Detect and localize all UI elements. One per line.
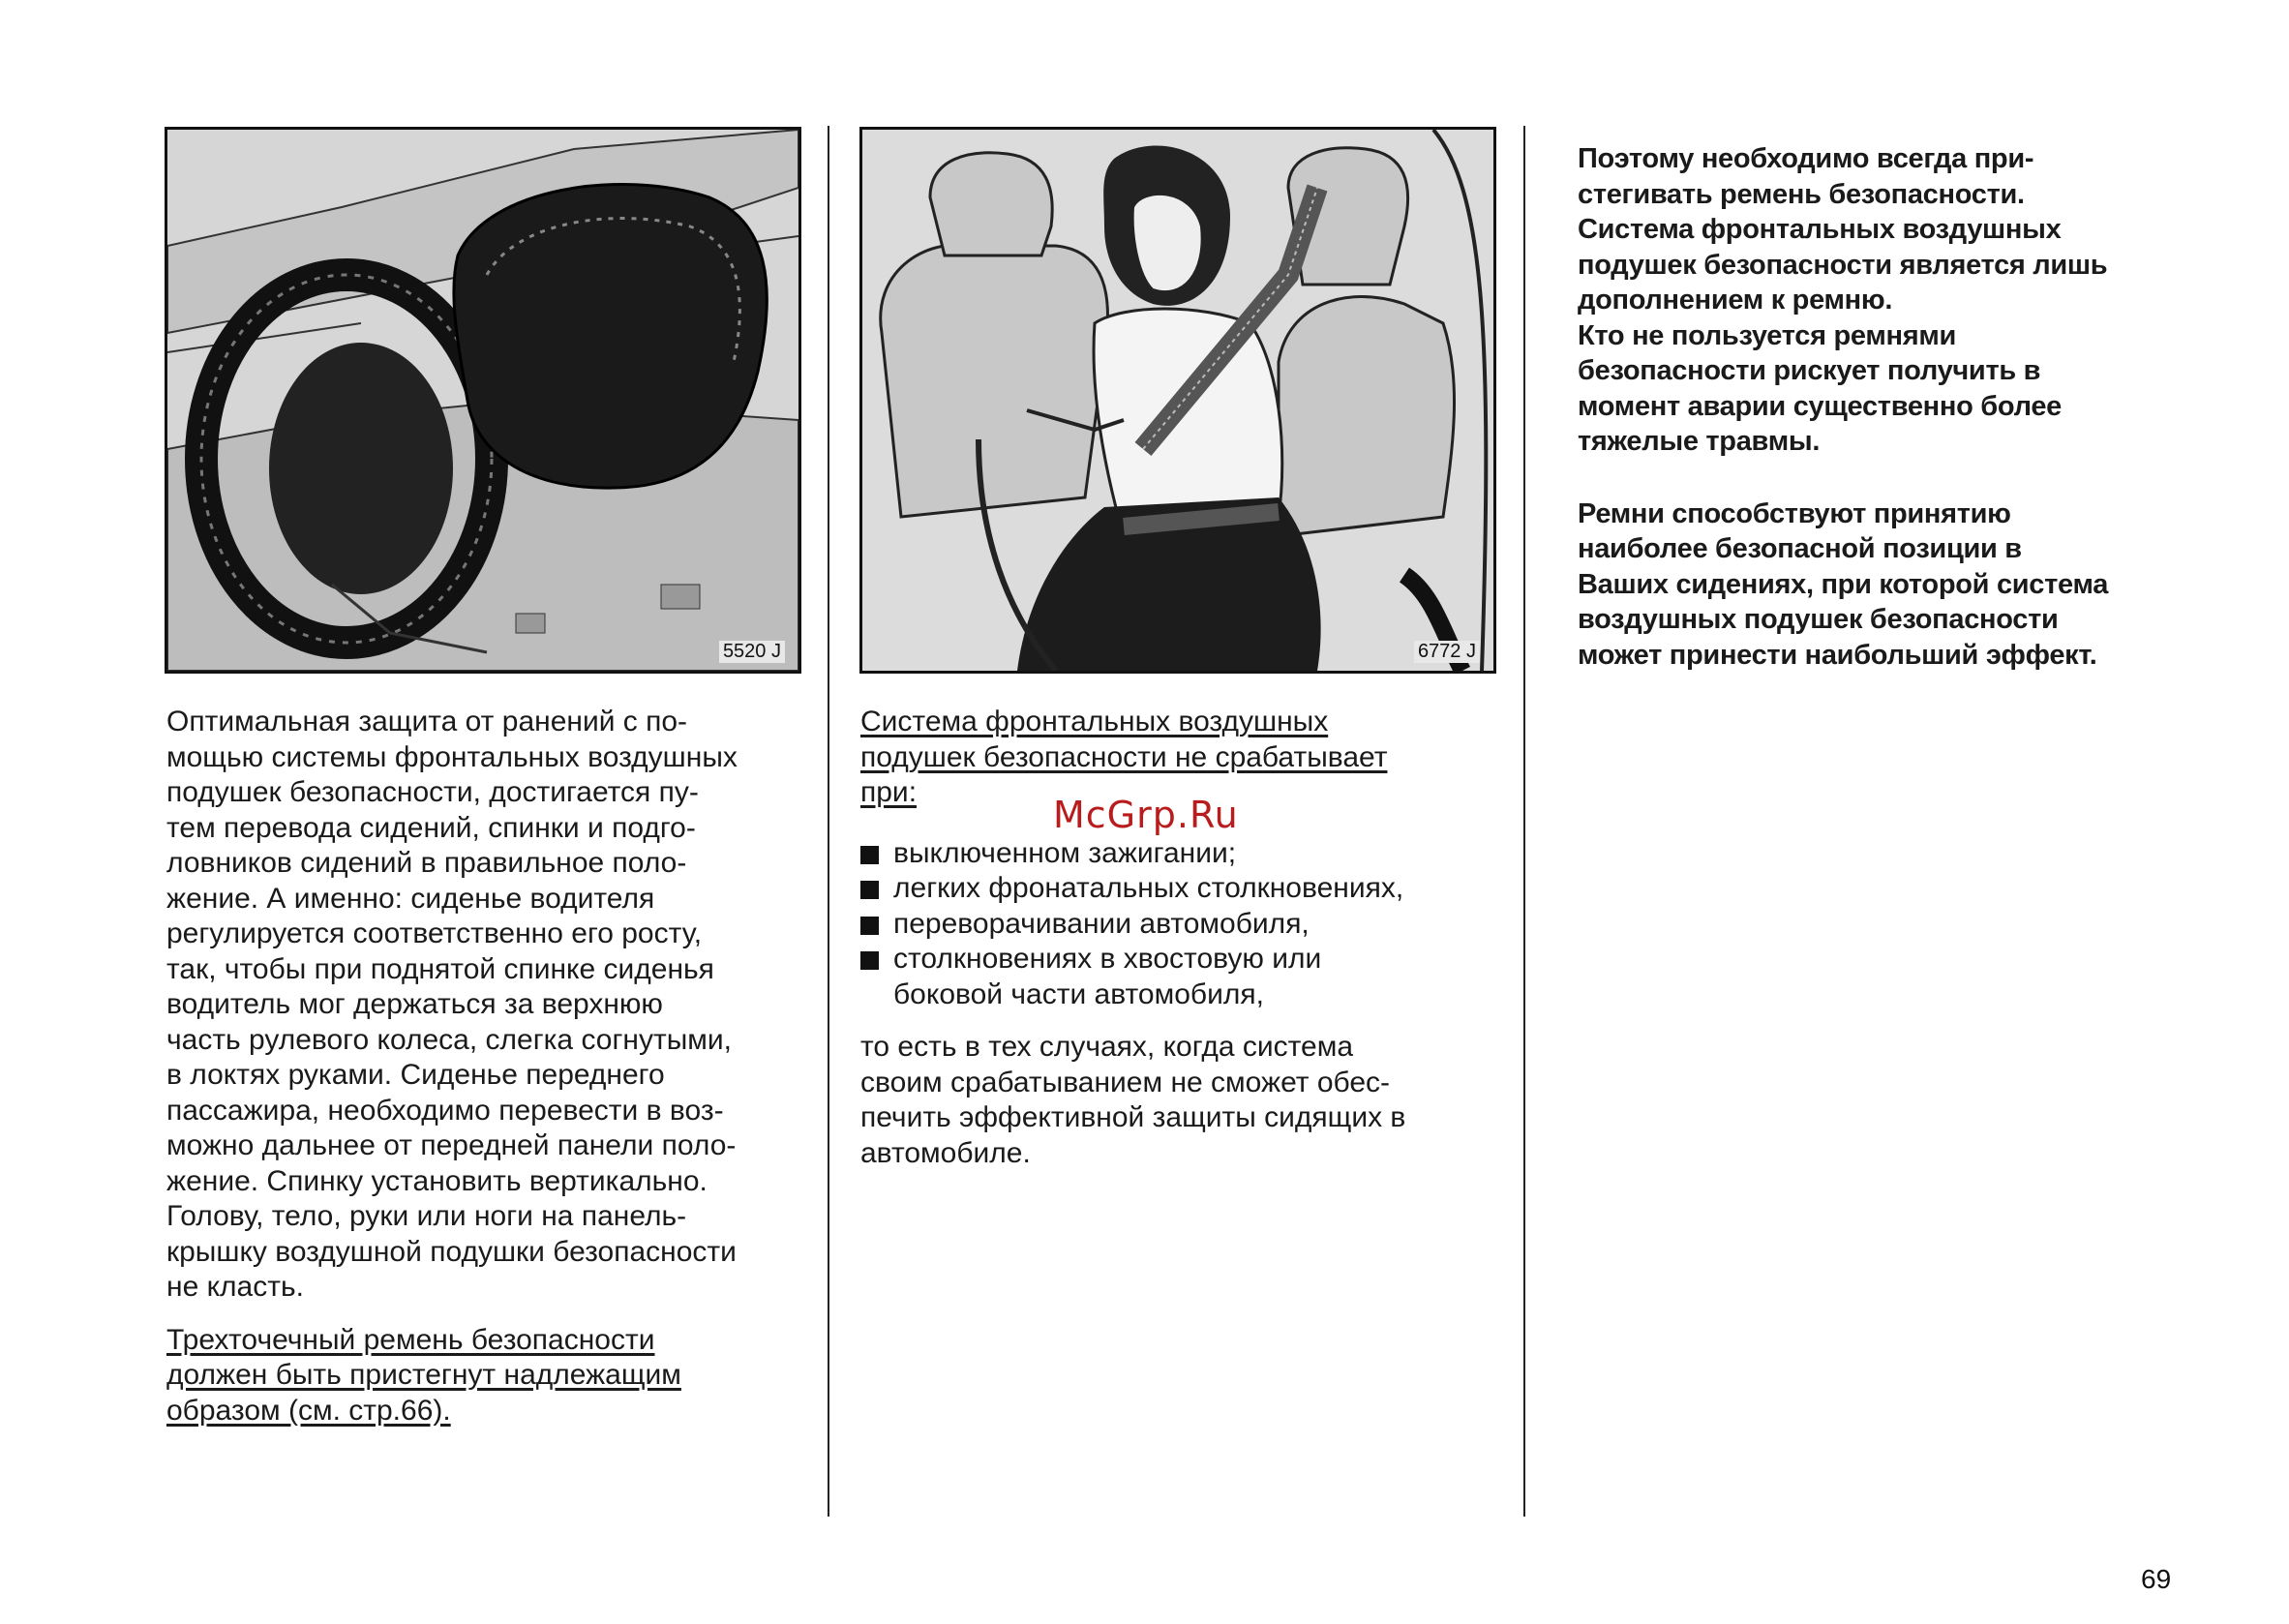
seatbelt-illustration (862, 130, 1493, 671)
text-line: подушек безопасности является лишь (1578, 249, 2108, 281)
text-line: переворачивании автомобиля, (893, 907, 1310, 940)
text-line: подушек безопасности не срабатывает (860, 740, 1388, 773)
text-line: Трехточечный ремень безопасности (166, 1323, 655, 1356)
figure-code: 6772 J (1414, 641, 1480, 663)
watermark: McGrp.Ru (1053, 794, 1239, 836)
text-line: мощью системы фронтальных воздушных (166, 740, 738, 773)
text-line: Система фронтальных воздушных (1578, 214, 2062, 245)
paragraph (1578, 141, 2255, 460)
text-line: в локтях руками. Сиденье переднего (166, 1059, 665, 1091)
text-line: крышку воздушной подушки безопасности (166, 1235, 737, 1268)
condition-list (860, 836, 1519, 1013)
text-line: подушек безопасности, достигается пу- (166, 776, 699, 808)
text-line: то есть в тех случаях, когда система (860, 1031, 1354, 1063)
text-line: Голову, тело, руки или ноги на панель- (166, 1200, 687, 1232)
text-line: дополнением к ремню. (1578, 285, 1893, 316)
text-line: жение. Спинку установить вертикально. (166, 1164, 708, 1197)
text-line: должен быть пристегнут надлежащим (166, 1359, 681, 1391)
figure-code: 5520 J (719, 641, 785, 663)
text-line: момент аварии существенно более (1578, 390, 2062, 422)
text-line: стегивать ремень безопасности. (1578, 178, 2025, 210)
text-line: пассажира, необходимо перевести в воз- (166, 1094, 724, 1127)
text-line: автомобиле. (860, 1136, 1031, 1169)
text-line: легких фронатальных столкновениях, (893, 872, 1404, 904)
text-line: так, чтобы при поднятой спинке сиденья (166, 952, 714, 985)
text-line: воздушных подушек безопасности (1578, 604, 2059, 635)
page-number: 69 (2141, 1564, 2172, 1594)
text-line: тяжелые травмы. (1578, 426, 1821, 457)
column-3 (1578, 141, 2255, 673)
text-line: образом (см. стр.66). (166, 1394, 451, 1427)
text-line: Ремни способствуют принятию (1578, 497, 2011, 529)
text-line: часть рулевого колеса, слегка согнутыми, (166, 1023, 733, 1056)
text-line: выключенном зажигании; (893, 836, 1237, 869)
paragraph (166, 705, 825, 1306)
text-line: Ваших сидениях, при которой система (1578, 568, 2109, 600)
text-line: водитель мог держаться за верхнюю (166, 988, 663, 1020)
airbag-illustration (167, 130, 798, 671)
text-line: ловников сидений в правильное поло- (166, 847, 687, 879)
text-line: жение. А именно: сиденье водителя (166, 882, 655, 915)
text-line: столкновениях в хвостовую или (893, 943, 1322, 975)
text-line: Система фронтальных воздушных (860, 706, 1329, 737)
figure-seatbelt (859, 127, 1496, 674)
text-line: Кто не пользуется ремнями (1578, 319, 1956, 351)
seatbelt-note (166, 1323, 825, 1429)
list-item (860, 907, 1519, 943)
text-line: наиболее безопасной позиции в (1578, 533, 2022, 564)
text-line: регулируется соответственно его росту, (166, 917, 703, 949)
text-line: не класть. (166, 1271, 304, 1303)
text-line: Оптимальная защита от ранений с по- (166, 706, 688, 737)
paragraph (1578, 496, 2255, 674)
text-line: Поэтому необходимо всегда при- (1578, 143, 2034, 174)
list-item (860, 942, 1519, 1012)
text-line: своим срабатыванием не сможет обес- (860, 1066, 1391, 1098)
text-line: печить эффективной защиты сидящих в (860, 1101, 1406, 1133)
column-divider (1523, 126, 1525, 1517)
paragraph (860, 1030, 1519, 1171)
list-item (860, 836, 1519, 872)
text-line: может принести наибольший эффект. (1578, 639, 2097, 671)
column-2 (860, 705, 1519, 1171)
text-line: можно дальнее от передней панели поло- (166, 1129, 737, 1161)
text-line: тем перевода сидений, спинки и подго- (166, 811, 696, 844)
list-item (860, 871, 1519, 907)
column-divider (828, 126, 829, 1517)
text-line: при: (860, 776, 918, 808)
text-line: безопасности рискует получить в (1578, 355, 2041, 386)
figure-airbag (165, 127, 801, 674)
column-1 (166, 705, 825, 1429)
text-line: боковой части автомобиля, (893, 977, 1264, 1010)
